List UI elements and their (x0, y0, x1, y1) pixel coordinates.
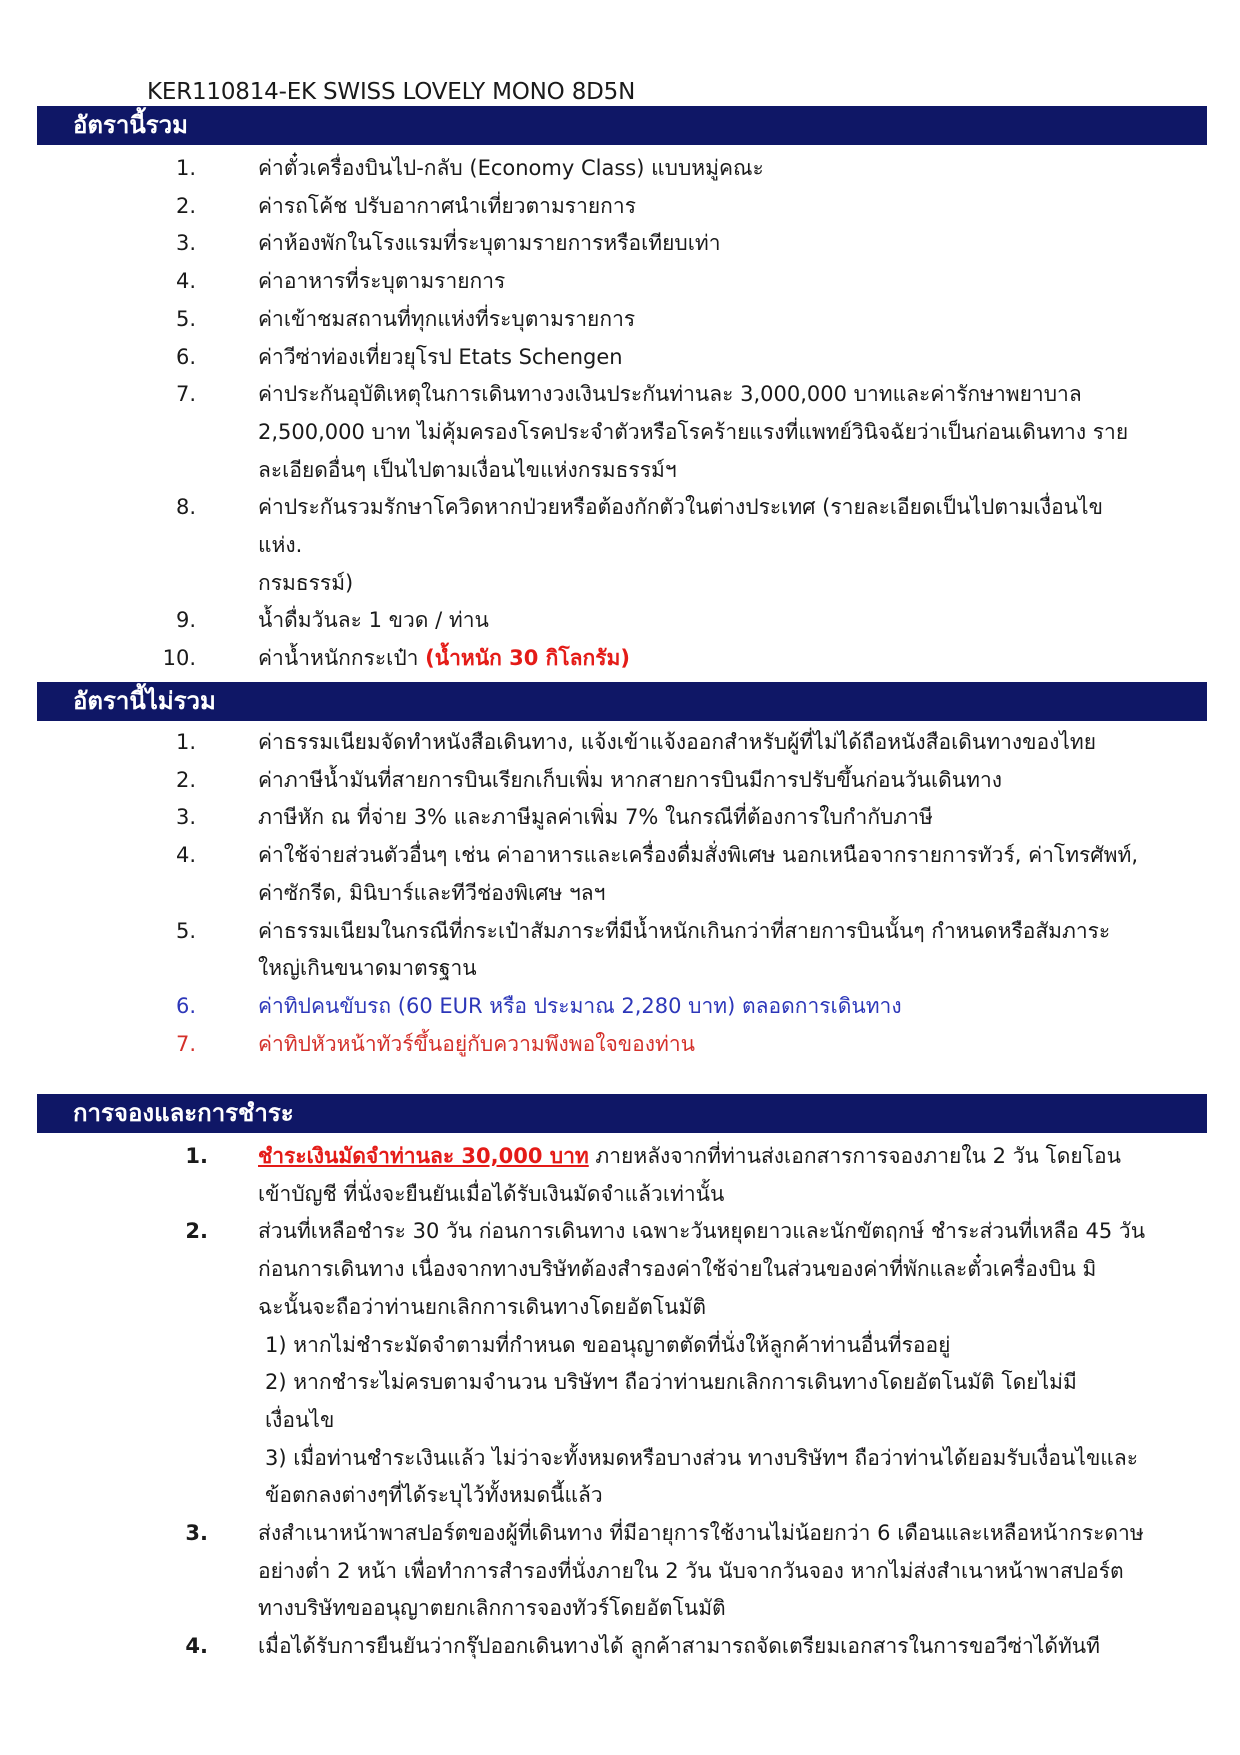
sub-list-item: 3) เมื่อท่านชำระเงินแล้ว ไม่ว่าจะทั้งหมดหรือบางส่วน ทางบริษัทฯ ถือว่าท่านได้ยอมรับเงื่อนไขและข้อตกลงต่างๆที่ได้ระบุไว้ทั้งหมดนี้แล้ว (265, 1445, 1138, 1508)
list-item (0, 301, 1240, 339)
item-text-line: กรมธรรม์) (258, 570, 354, 595)
item-text: เมื่อได้รับการยืนยันว่ากรุ๊ปออกเดินทางได้ ลูกค้าสามารถจัดเตรียมเอกสารในการขอวีซ่าได้ทันที (258, 1634, 1101, 1659)
item-text: ค่าทิปคนขับรถ (60 EUR หรือ ประมาณ 2,280 บาท) ตลอดการเดินทาง (258, 993, 902, 1018)
list-item (0, 376, 1240, 489)
item-number: 5. (175, 306, 196, 331)
item-number: 6. (175, 993, 196, 1018)
item-number: 9. (175, 608, 196, 633)
item-number: 3. (175, 231, 196, 256)
item-text: ภาษีหัก ณ ที่จ่าย 3% และภาษีมูลค่าเพิ่ม 7% ในกรณีที่ต้องการใบกำกับภาษี (258, 805, 933, 830)
list-item-driver-tip (0, 988, 1240, 1026)
item-text: ค่าห้องพักในโรงแรมที่ระบุตามรายการหรือเทียบเท่า (258, 231, 721, 256)
item-number: 3. (185, 1521, 208, 1546)
list-item (0, 724, 1240, 762)
list-item-guide-tip (0, 1026, 1240, 1064)
section-heading-excluded: อัตรานี้ไม่รวม (37, 682, 1207, 721)
item-text: ค่าอาหารที่ระบุตามรายการ (258, 269, 506, 294)
list-item (0, 1138, 1240, 1213)
included-list (0, 150, 1240, 678)
item-number: 2. (175, 193, 196, 218)
item-text-plain: ภายหลังจากที่ท่านส่งเอกสารการจองภายใน 2 วัน โดยโอนเข้าบัญชี ที่นั่งจะยืนยันเมื่อได้รับเงินมัดจำแล้วเท่านั้น (258, 1144, 1121, 1206)
booking-list (0, 1138, 1240, 1666)
deposit-highlight: ชำระเงินมัดจำท่านละ 30,000 บาท (258, 1144, 589, 1168)
item-number: 2. (175, 767, 196, 792)
item-text: ค่าเข้าชมสถานที่ทุกแห่งที่ระบุตามรายการ (258, 306, 636, 331)
list-item (0, 762, 1240, 800)
item-text: ค่ารถโค้ช ปรับอากาศนำเที่ยวตามรายการ (258, 193, 636, 218)
item-number: 7. (175, 382, 196, 407)
item-text (258, 489, 1148, 602)
item-number: 5. (175, 918, 196, 943)
section-heading-booking: การจองและการชำระ (37, 1094, 1207, 1133)
item-number: 6. (175, 344, 196, 369)
list-item (0, 913, 1240, 988)
list-item (0, 150, 1240, 188)
list-item (0, 799, 1240, 837)
section-heading-included: อัตรานี้รวม (37, 106, 1207, 145)
item-text (258, 640, 1148, 678)
list-item (0, 225, 1240, 263)
list-item (0, 188, 1240, 226)
sub-list-item: 1) หากไม่ชำระมัดจำตามที่กำหนด ขออนุญาตตัดที่นั่งให้ลูกค้าท่านอื่นที่รออยู่ (265, 1332, 951, 1357)
item-number: 2. (185, 1219, 208, 1244)
list-item (0, 1213, 1240, 1326)
item-text: ค่าใช้จ่ายส่วนตัวอื่นๆ เช่น ค่าอาหารและเครื่องดื่มสั่งพิเศษ นอกเหนือจากรายการทัวร์, ค่าโทรศัพท์, ค่าซักรีด, มินิบาร์และทีวีช่องพิเศษ ฯลฯ (258, 843, 1139, 905)
item-text: ค่าธรรมเนียมในกรณีที่กระเป๋าสัมภาระที่มีน้ำหนักเกินกว่าที่สายการบินนั้นๆ กำหนดหรือสัมภาระใหญ่เกินขนาดมาตรฐาน (258, 918, 1111, 981)
item-text: ค่าวีซ่าท่องเที่ยวยุโรป Etats Schengen (258, 344, 623, 369)
item-text-plain: ค่าน้ำหนักกระเป๋า (258, 646, 426, 671)
item-number: 1. (175, 730, 196, 754)
item-text: ค่าภาษีน้ำมันที่สายการบินเรียกเก็บเพิ่ม หากสายการบินมีการปรับขึ้นก่อนวันเดินทาง (258, 767, 1003, 792)
baggage-weight-highlight: (น้ำหนัก 30 กิโลกรัม) (425, 646, 630, 671)
excluded-list (0, 724, 1240, 1063)
list-item (0, 339, 1240, 377)
document-title: KER110814-EK SWISS LOVELY MONO 8D5N (147, 79, 636, 105)
item-text: ส่วนที่เหลือชำระ 30 วัน ก่อนการเดินทาง เฉพาะวันหยุดยาวและนักขัตฤกษ์ ชำระส่วนที่เหลือ 45 วันก่อนการเดินทาง เนื่องจากทางบริษัทต้องสำรองค่าใช้จ่ายในส่วนของค่าที่พักและตั๋วเครื่องบิน มิฉะนั้นจะถือว่าท่านยกเลิกการเดินทางโดยอัตโนมัติ (258, 1219, 1146, 1319)
item-text (258, 1138, 1148, 1213)
list-item (0, 1515, 1240, 1628)
item-number: 10. (162, 646, 196, 671)
list-item (0, 1628, 1240, 1666)
list-item (0, 837, 1240, 912)
item-text: ส่งสำเนาหน้าพาสปอร์ตของผู้ที่เดินทาง ที่มีอายุการใช้งานไม่น้อยกว่า 6 เดือนและเหลือหน้ากระดาษอย่างต่ำ 2 หน้า เพื่อทำการสำรองที่นั่งภายใน 2 วัน นับจากวันจอง หากไม่ส่งสำเนาหน้าพาสปอร์ตทางบริษัทขออนุญาตยกเลิกการจองทัวร์โดยอัตโนมัติ (258, 1521, 1144, 1621)
item-text: ค่าตั๋วเครื่องบินไป-กลับ (Economy Class) แบบหมู่คณะ (258, 156, 764, 180)
item-number: 4. (185, 1634, 208, 1659)
item-text-line: ค่าประกันรวมรักษาโควิดหากป่วยหรือต้องกักตัวในต่างประเทศ (รายละเอียดเป็นไปตามเงื่อนไข (258, 495, 1103, 520)
list-item (0, 602, 1240, 640)
list-item (0, 263, 1240, 301)
item-text: ค่าธรรมเนียมจัดทำหนังสือเดินทาง, แจ้งเข้าแจ้งออกสำหรับผู้ที่ไม่ได้ถือหนังสือเดินทางของไทย (258, 730, 1097, 754)
item-text: ค่าทิปหัวหน้าทัวร์ขึ้นอยู่กับความพึงพอใจของท่าน (258, 1031, 696, 1056)
item-number: 7. (175, 1031, 196, 1056)
item-number: 3. (175, 805, 196, 830)
item-number: 8. (175, 495, 196, 520)
item-text-line: แห่ง. (258, 533, 303, 558)
item-text: น้ำดื่มวันละ 1 ขวด / ท่าน (258, 608, 489, 633)
item-number: 1. (175, 156, 196, 180)
list-item (0, 489, 1240, 602)
sub-list-item: 2) หากชำระไม่ครบตามจำนวน บริษัทฯ ถือว่าท่านยกเลิกการเดินทางโดยอัตโนมัติ โดยไม่มีเงื่อนไข (265, 1370, 1077, 1432)
item-number: 4. (175, 269, 196, 294)
item-number: 4. (175, 843, 196, 868)
list-item (0, 640, 1240, 678)
item-number: 1. (185, 1144, 208, 1168)
item-text: ค่าประกันอุบัติเหตุในการเดินทางวงเงินประกันท่านละ 3,000,000 บาทและค่ารักษาพยาบาล 2,500,000 บาท ไม่คุ้มครองโรคประจำตัวหรือโรคร้ายแรงที่แพทย์วินิจฉัยว่าเป็นก่อนเดินทาง รายละเอียดอื่นๆ เป็นไปตามเงื่อนไขแห่งกรมธรรม์ฯ (258, 382, 1129, 482)
